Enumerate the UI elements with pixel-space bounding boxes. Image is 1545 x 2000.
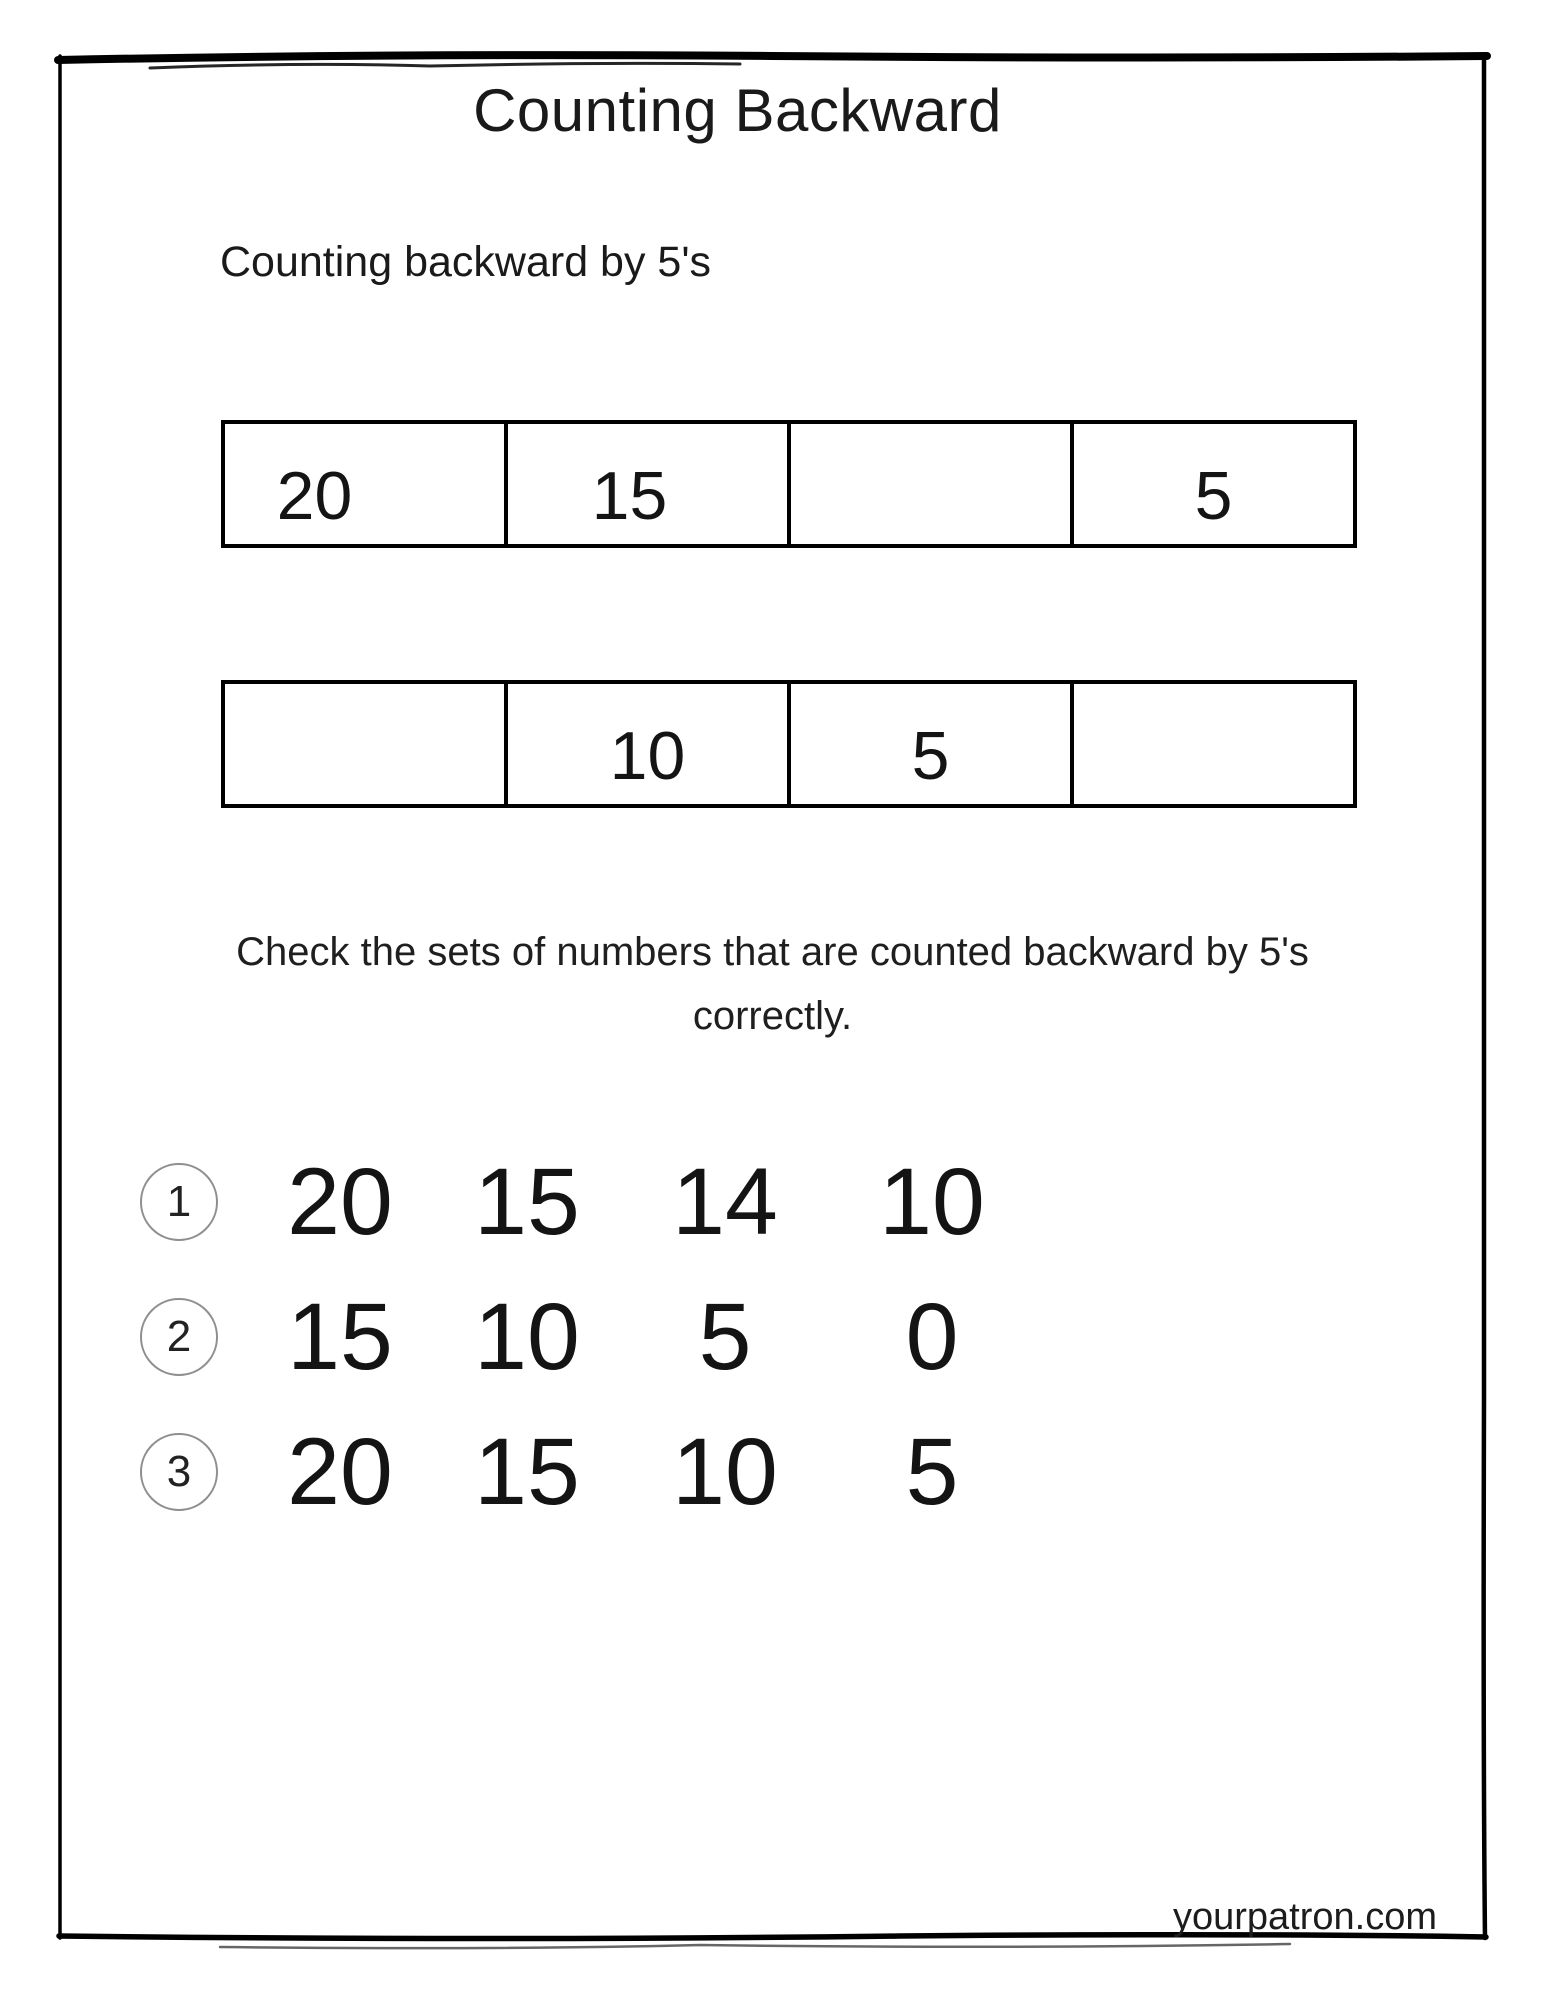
table2-cell-2 bbox=[504, 684, 787, 804]
option-3-value-1: 20 bbox=[287, 1419, 393, 1525]
option-2-value-1: 15 bbox=[287, 1284, 393, 1390]
table2-answer-blank-1[interactable] bbox=[225, 684, 504, 804]
instruction-text: Check the sets of numbers that are counted backward by 5's correctly. bbox=[236, 930, 1309, 1038]
table2-cell-2-value: 10 bbox=[609, 718, 686, 794]
option-3-value-2: 15 bbox=[474, 1419, 580, 1525]
table1-cell-1-value: 20 bbox=[276, 458, 353, 534]
table2-cell-3 bbox=[787, 684, 1070, 804]
option-1-value-1: 20 bbox=[287, 1149, 393, 1255]
option-2-number-label: 2 bbox=[166, 1312, 192, 1361]
section-heading: Counting backward by 5's bbox=[220, 238, 712, 286]
table1-cell-4 bbox=[1070, 424, 1353, 544]
option-3-check-target[interactable] bbox=[140, 1433, 218, 1511]
footer-website: yourpatron.com bbox=[1172, 1896, 1437, 1938]
option-1-value-2: 15 bbox=[474, 1149, 580, 1255]
sequence-table-1 bbox=[221, 420, 1357, 548]
sequence-table-2 bbox=[221, 680, 1357, 808]
option-2-value-4: 0 bbox=[905, 1284, 959, 1390]
option-1-check-target[interactable] bbox=[140, 1163, 218, 1241]
option-2-value-2: 10 bbox=[474, 1284, 580, 1390]
option-1-number-label: 1 bbox=[166, 1177, 192, 1226]
table1-cell-2-value: 15 bbox=[591, 458, 668, 534]
table1-answer-blank[interactable] bbox=[787, 424, 1070, 544]
table1-cell-2 bbox=[504, 424, 787, 544]
option-1-value-4: 10 bbox=[879, 1149, 985, 1255]
option-3-value-3: 10 bbox=[672, 1419, 778, 1525]
table2-answer-blank-2[interactable] bbox=[1070, 684, 1353, 804]
option-1-value-3: 14 bbox=[672, 1149, 778, 1255]
table2-cell-3-value: 5 bbox=[911, 718, 950, 794]
option-row-3 bbox=[0, 1407, 1545, 1537]
option-row-1 bbox=[0, 1137, 1545, 1267]
page-title: Counting Backward bbox=[473, 77, 1002, 144]
option-2-value-3: 5 bbox=[698, 1284, 752, 1390]
option-3-value-4: 5 bbox=[905, 1419, 959, 1525]
table1-cell-4-value: 5 bbox=[1194, 458, 1233, 534]
option-row-2 bbox=[0, 1272, 1545, 1402]
option-3-number-label: 3 bbox=[166, 1447, 192, 1496]
table1-cell-1 bbox=[225, 424, 504, 544]
option-2-check-target[interactable] bbox=[140, 1298, 218, 1376]
